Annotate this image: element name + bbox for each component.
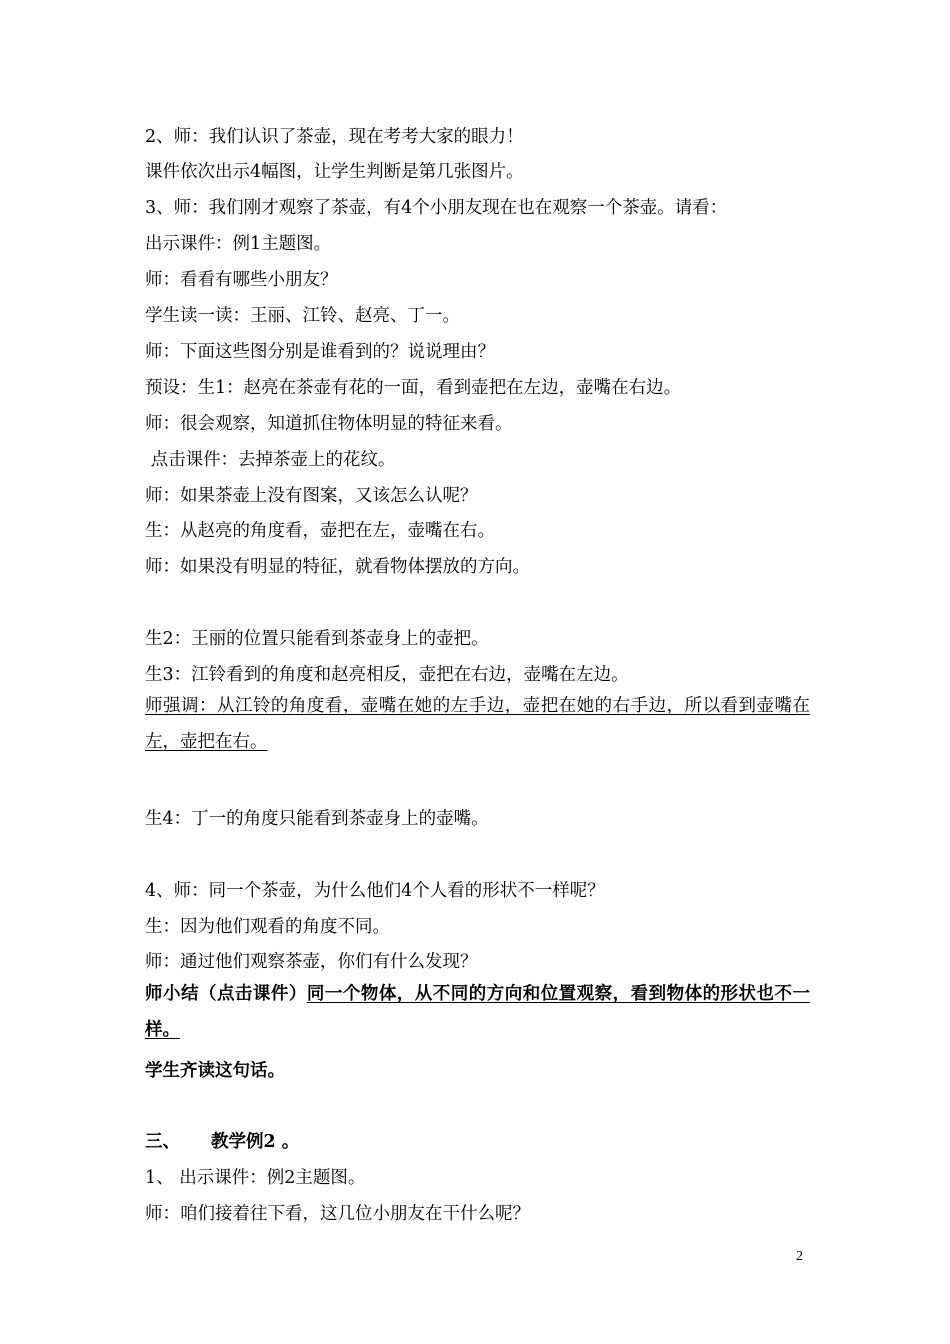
paragraph: 4、师：同一个茶壶，为什么他们4个人看的形状不一样呢？ — [145, 881, 605, 901]
paragraph: 生2：王丽的位置只能看到茶壶身上的壶把。 — [145, 629, 489, 649]
teacher-emphasis-paragraph: 师强调：从江铃的角度看，壶嘴在她的左手边，壶把在她的右手边，所以看到壶嘴在左，壶把在右。 — [145, 696, 810, 752]
paragraph: 课件依次出示4幅图，让学生判断是第几张图片。 — [145, 162, 524, 182]
paragraph: 师：通过他们观察茶壶，你们有什么发现？ — [145, 952, 478, 972]
paragraph: 3、师：我们刚才观察了茶壶，有4个小朋友现在也在观察一个茶壶。请看： — [145, 198, 728, 218]
paragraph: 师：看看有哪些小朋友？ — [145, 270, 338, 290]
paragraph: 生4：丁一的角度只能看到茶壶身上的壶嘴。 — [145, 809, 489, 829]
summary-body: 同一个物体，从不同的方向和位置观察，看到物体的形状也不一样。 — [145, 984, 810, 1040]
page-number: 2 — [796, 1249, 803, 1264]
paragraph: 学生读一读：王丽、江铃、赵亮、丁一。 — [145, 306, 460, 326]
section-heading — [145, 1130, 810, 1154]
paragraph: 师：如果茶壶上没有图案，又该怎么认呢？ — [145, 486, 478, 506]
paragraph: 生：从赵亮的角度看，壶把在左，壶嘴在右。 — [145, 521, 495, 541]
paragraph: 2、师：我们认识了茶壶，现在考考大家的眼力！ — [145, 127, 524, 147]
paragraph: 预设：生1：赵亮在茶壶有花的一面，看到壶把在左边，壶嘴在右边。 — [145, 378, 682, 398]
paragraph: 师：咱们接着往下看，这几位小朋友在干什么呢？ — [145, 1204, 530, 1224]
paragraph: 1、 出示课件：例2主题图。 — [145, 1168, 366, 1188]
paragraph: 出示课件：例1主题图。 — [145, 234, 332, 254]
paragraph: 师：如果没有明显的特征，就看物体摆放的方向。 — [145, 557, 530, 577]
teacher-summary — [145, 976, 810, 1048]
paragraph: 师：很会观察，知道抓住物体明显的特征来看。 — [145, 414, 513, 434]
read-together-line: 学生齐读这句话。 — [145, 1061, 285, 1081]
summary-prefix: 师小结（点击课件） — [145, 984, 307, 1004]
paragraph: 师：下面这些图分别是谁看到的？说说理由？ — [145, 342, 495, 362]
section-title: 教学例2 。 — [211, 1132, 300, 1152]
paragraph: 点击课件：去掉茶壶上的花纹。 — [145, 450, 396, 470]
paragraph: 生：因为他们观看的角度不同。 — [145, 917, 390, 937]
paragraph: 生3：江铃看到的角度和赵亮相反，壶把在右边，壶嘴在左边。 — [145, 665, 629, 685]
section-number: 三、 — [145, 1132, 180, 1152]
